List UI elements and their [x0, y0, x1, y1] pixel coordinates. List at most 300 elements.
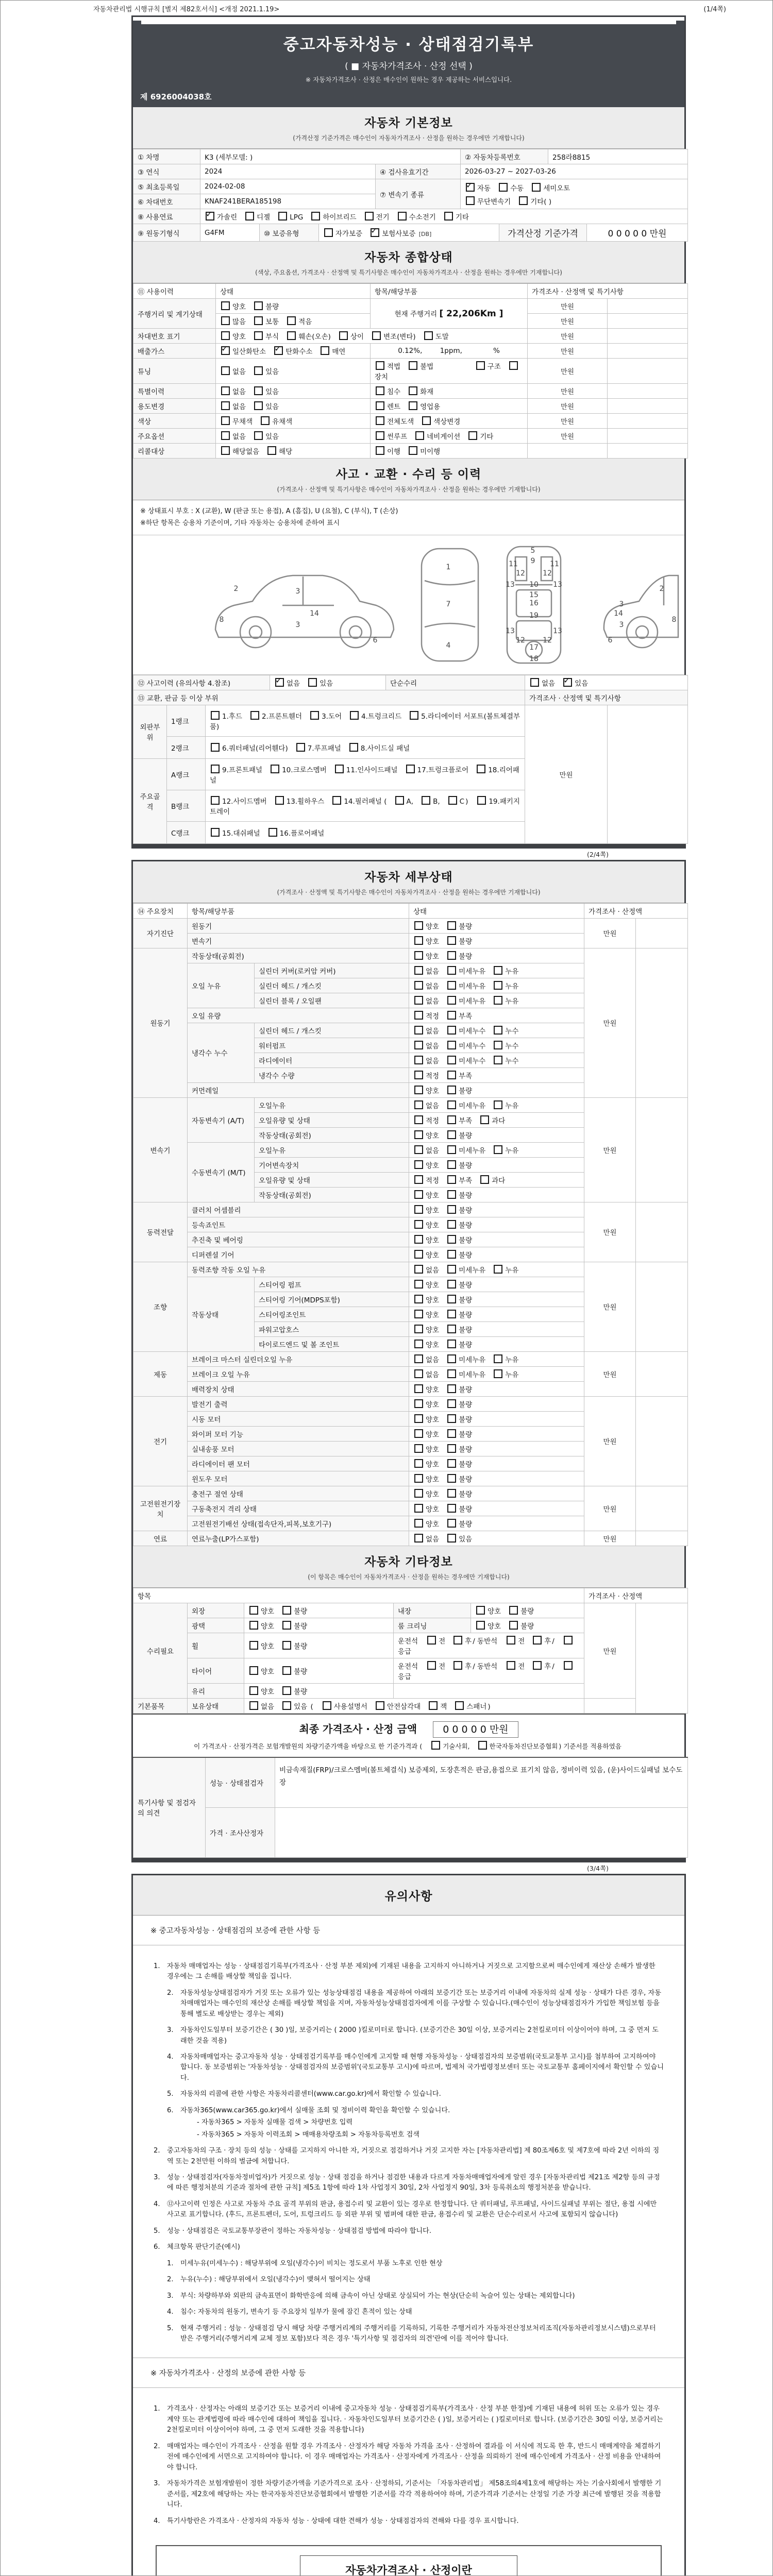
checkbox[interactable] [349, 743, 358, 752]
checkbox[interactable] [477, 765, 485, 773]
checkbox[interactable] [221, 431, 230, 440]
checkbox[interactable] [447, 921, 456, 930]
sub-group-label: 작동상태 [188, 1277, 255, 1351]
checkbox[interactable] [564, 1661, 573, 1670]
checkbox[interactable] [455, 1701, 464, 1710]
checkbox[interactable] [211, 828, 220, 837]
checkbox[interactable] [414, 1295, 423, 1303]
checkbox[interactable] [211, 765, 220, 773]
checkbox-label: 10.크로스멤버 [282, 766, 327, 774]
checkbox[interactable] [221, 316, 230, 325]
checkbox[interactable] [221, 366, 230, 375]
checkbox[interactable] [282, 1686, 291, 1695]
price-cell: 만원 [584, 948, 636, 1097]
checkbox[interactable] [447, 1086, 456, 1094]
checkbox-label: 없음 [426, 997, 440, 1006]
checkbox[interactable] [249, 1701, 258, 1710]
part-number: 11 [550, 560, 559, 568]
checkbox[interactable] [424, 331, 433, 340]
part-number: 6 [373, 636, 378, 645]
checkbox[interactable] [278, 212, 287, 221]
checkbox[interactable] [414, 1280, 423, 1289]
checkbox-label: 한국자동차진단보증협회 [489, 1742, 558, 1750]
checkbox[interactable] [287, 331, 296, 340]
checkbox[interactable] [414, 1325, 423, 1333]
checkbox[interactable] [211, 796, 220, 805]
checkbox-label: 양호 [488, 1607, 501, 1616]
checkbox[interactable] [447, 1325, 456, 1333]
checkbox[interactable] [494, 1354, 502, 1363]
detail-table [133, 903, 688, 1546]
checkbox[interactable] [350, 711, 359, 720]
checkbox[interactable] [287, 316, 296, 325]
price-cell: 만원 [525, 705, 608, 843]
checkbox[interactable] [530, 678, 539, 687]
notice-item-number: 3. [154, 2480, 160, 2488]
remark-cell [608, 299, 688, 314]
checkbox[interactable] [254, 301, 263, 310]
checkbox[interactable] [447, 1100, 456, 1109]
device-group-label: 제동 [133, 1351, 188, 1396]
checkbox[interactable] [447, 1384, 456, 1393]
notice-item-number: 5. [154, 2227, 160, 2235]
checkbox[interactable] [414, 1026, 423, 1035]
checkbox[interactable] [414, 1235, 423, 1244]
color-kind [371, 414, 528, 429]
checkbox[interactable] [250, 711, 259, 720]
checkbox[interactable] [376, 431, 384, 440]
checkbox[interactable] [211, 743, 220, 752]
checkbox[interactable] [429, 1701, 438, 1710]
checkbox[interactable] [414, 1519, 423, 1528]
checkbox[interactable] [447, 1354, 456, 1363]
checkbox[interactable] [254, 386, 263, 395]
checkbox-label: 자가보증 [335, 229, 363, 238]
item-label: 등속죠인트 [188, 1217, 409, 1232]
checkbox[interactable] [447, 1041, 456, 1049]
checkbox-label: 적정 [426, 1012, 440, 1021]
notice-item-text: 미세누유(미세누수) : 해당부위에 오일(냉각수)이 비치는 정도로서 부품 노후로 인한 현상 [180, 2259, 443, 2267]
checkbox[interactable] [414, 1474, 423, 1483]
checkbox[interactable] [447, 1310, 456, 1318]
checkbox[interactable] [311, 212, 320, 221]
checkbox[interactable] [447, 1489, 456, 1498]
panel-group-label: 주요골격 [133, 758, 167, 843]
checkbox-label: 양호 [426, 1161, 440, 1170]
exterior-label: 외장 [188, 1603, 244, 1618]
table-row [133, 1396, 688, 1411]
checkbox-label: 화재 [420, 388, 434, 396]
text: ) 기준서를 적용하였음 [559, 1742, 621, 1750]
checkbox-label: 미세누유 [459, 982, 486, 991]
checkbox[interactable] [414, 1130, 423, 1139]
checkbox[interactable] [414, 1086, 423, 1094]
cleaning-state [471, 1618, 584, 1633]
checkbox-label: 이행 [387, 448, 401, 456]
checkbox[interactable] [476, 1621, 485, 1630]
checkbox[interactable] [282, 1666, 291, 1675]
checkbox[interactable] [271, 765, 279, 773]
checkbox[interactable] [447, 1145, 456, 1154]
checkbox[interactable] [468, 431, 477, 440]
state-options [409, 1082, 584, 1097]
checkbox[interactable] [414, 951, 423, 960]
checkbox[interactable] [444, 212, 453, 221]
mileage-label: 주행거리 및 계기상태 [133, 299, 216, 329]
checkbox[interactable] [414, 921, 423, 930]
checkbox[interactable] [477, 796, 486, 805]
checkbox[interactable] [494, 1265, 502, 1274]
checkbox[interactable] [414, 1504, 423, 1513]
checkbox[interactable] [414, 1100, 423, 1109]
checkbox[interactable] [509, 1606, 518, 1615]
checkbox[interactable] [509, 361, 518, 370]
checkbox[interactable] [447, 1175, 456, 1184]
checkbox[interactable] [533, 1636, 542, 1645]
checkbox[interactable] [499, 183, 508, 192]
table-row [133, 344, 688, 359]
checkbox[interactable] [324, 228, 333, 237]
checkbox[interactable] [249, 1621, 258, 1630]
checkbox[interactable] [414, 1369, 423, 1378]
checkbox[interactable] [447, 1399, 456, 1408]
checkbox[interactable] [494, 996, 502, 1005]
checkbox[interactable] [282, 1701, 291, 1710]
checkbox-label: 기타( ) [530, 197, 552, 206]
tire-label: 타이어 [188, 1658, 244, 1683]
checkbox[interactable] [447, 951, 456, 960]
checkbox[interactable] [414, 1444, 423, 1453]
checkbox-label: 양호 [426, 1490, 440, 1499]
checkbox[interactable] [447, 1190, 456, 1199]
checkbox[interactable] [221, 446, 230, 455]
checkbox-label: 양호 [426, 1087, 440, 1095]
checkbox[interactable] [249, 1606, 258, 1615]
checkbox[interactable] [414, 1145, 423, 1154]
transmission-label: ⑦ 변속기 종류 [376, 179, 461, 209]
checkbox[interactable] [447, 1414, 456, 1423]
checkbox[interactable] [409, 446, 417, 455]
checkbox[interactable] [414, 966, 423, 975]
checkbox[interactable] [282, 1621, 291, 1630]
checkbox[interactable] [376, 446, 384, 455]
checkbox[interactable] [447, 1071, 456, 1079]
checkbox[interactable] [480, 1175, 489, 1184]
checkbox[interactable] [447, 996, 456, 1005]
checkbox[interactable] [447, 1026, 456, 1035]
checkbox[interactable] [414, 1071, 423, 1079]
part-number: 13 [553, 580, 562, 589]
checkbox[interactable] [414, 1205, 423, 1214]
checkbox[interactable] [447, 1340, 456, 1348]
notice-item-number: 5. [167, 2090, 174, 2098]
checkbox[interactable] [414, 1340, 423, 1348]
checkbox[interactable] [254, 401, 263, 410]
checkbox[interactable] [476, 361, 485, 370]
checkbox[interactable] [447, 1474, 456, 1483]
checkbox[interactable] [275, 796, 284, 805]
checkbox[interactable] [267, 446, 276, 455]
checkbox[interactable] [296, 743, 305, 752]
checkbox[interactable] [453, 1661, 462, 1670]
item-label: 스티어링 기어(MDPS포함) [255, 1292, 409, 1307]
checkbox[interactable] [494, 1026, 502, 1035]
checkbox[interactable] [414, 1190, 423, 1199]
checkbox[interactable] [414, 1175, 423, 1184]
checkbox[interactable] [507, 1661, 515, 1670]
checkbox[interactable] [447, 1130, 456, 1139]
checkbox[interactable] [447, 1205, 456, 1214]
checkbox[interactable] [414, 1414, 423, 1423]
checkbox[interactable] [427, 1636, 436, 1645]
checkbox[interactable] [414, 1310, 423, 1318]
checkbox[interactable] [321, 346, 329, 355]
appraiser-label: 가격 · 조사산정자 [206, 1807, 275, 1857]
checkbox-label: 해당 [279, 448, 293, 456]
checkbox[interactable] [414, 1384, 423, 1393]
checkbox[interactable] [221, 386, 230, 395]
checkbox-label: 부족 [459, 1176, 473, 1185]
notice-item-text: 가격조사 · 산정자는 아래의 보증기간 또는 보증거리 이내에 중고자동차 성능 · 상태점검기록부(가격조사 · 산정 부분 한정)에 기재된 내용에 허위 또는 오류가 있는 경우 계약 또는 관계법령에 따라 매수인에 대하여 책임을 집니다. · 자동차인도일부터 보증기간은 ( )일, 보증거리는 ( )킬로미터로 합니다. (보증기간은 30일 이상, 보증거리는 2천킬로미터 이상이어야 하며, 그 중 먼저 도래한 것을 적용합니다) [167, 2405, 663, 2434]
form-reference-row [1, 1, 772, 15]
checkbox[interactable] [249, 1641, 258, 1650]
part-number: 11 [509, 560, 518, 568]
checkbox[interactable] [480, 1115, 489, 1124]
checkbox-label: 양호 [426, 1221, 440, 1230]
checkbox[interactable] [414, 1429, 423, 1438]
checkbox-label: 누수 [505, 1057, 519, 1065]
panel-items [206, 758, 525, 790]
checkbox[interactable] [427, 1661, 436, 1670]
checkbox[interactable] [494, 966, 502, 975]
page-marker-1: (1/4쪽) [703, 6, 726, 13]
price-cell: 만원 [528, 299, 608, 314]
checkbox[interactable] [494, 1145, 502, 1154]
checkbox[interactable] [447, 1115, 456, 1124]
checkbox[interactable] [414, 981, 423, 990]
checkbox[interactable] [410, 711, 418, 720]
checkbox[interactable] [414, 1489, 423, 1498]
checkbox[interactable] [398, 212, 407, 221]
checkbox[interactable] [447, 1265, 456, 1274]
checkbox[interactable] [414, 1250, 423, 1259]
checkbox[interactable] [409, 361, 417, 370]
checkbox[interactable] [447, 1534, 456, 1543]
checkbox[interactable] [447, 1519, 456, 1528]
checkbox[interactable] [414, 1265, 423, 1274]
checkbox[interactable] [414, 1011, 423, 1020]
checkbox[interactable] [245, 212, 254, 221]
checkbox[interactable] [447, 1160, 456, 1169]
checkbox[interactable] [372, 331, 381, 340]
checkbox[interactable] [494, 1100, 502, 1109]
checkbox[interactable] [494, 1056, 502, 1064]
checkbox[interactable] [395, 796, 404, 805]
checkbox[interactable] [254, 366, 263, 375]
first-reg-label: ⑤ 최초등록일 [133, 179, 200, 194]
checkbox[interactable] [447, 981, 456, 990]
checkbox[interactable] [478, 1741, 487, 1750]
checkbox[interactable] [415, 431, 424, 440]
notice-item-number: 4. [154, 2517, 160, 2525]
checkbox[interactable] [447, 1220, 456, 1229]
checkbox[interactable] [414, 1056, 423, 1064]
checkbox[interactable] [254, 331, 263, 340]
usage-options [216, 399, 371, 414]
checkbox-label: 있음 [320, 679, 333, 688]
checkbox[interactable] [422, 796, 430, 805]
checkbox[interactable] [409, 386, 417, 395]
remark-cell [636, 1262, 688, 1351]
checkbox[interactable] [414, 1399, 423, 1408]
checkbox[interactable] [447, 966, 456, 975]
checkbox-label: 없음 [426, 982, 440, 991]
checkbox-label: 누유 [505, 1355, 519, 1364]
checkbox[interactable] [221, 346, 230, 355]
checkbox[interactable] [371, 228, 379, 237]
checkbox[interactable] [447, 1369, 456, 1378]
checkbox[interactable] [447, 936, 456, 945]
checkbox[interactable] [376, 1701, 384, 1710]
checkbox[interactable] [448, 796, 457, 805]
checkbox[interactable] [282, 1606, 291, 1615]
checkbox[interactable] [447, 1280, 456, 1289]
checkbox[interactable] [221, 331, 230, 340]
checkbox-label: 미세누유 [459, 1266, 486, 1275]
checkbox[interactable] [414, 936, 423, 945]
tuning-options [216, 359, 371, 384]
vin-mark-options [216, 329, 528, 344]
checkbox[interactable] [447, 1444, 456, 1453]
checkbox[interactable] [422, 416, 431, 425]
checkbox[interactable] [414, 1534, 423, 1543]
col-item: 항목/해당부품 [188, 903, 409, 918]
checkbox[interactable] [414, 1459, 423, 1468]
checkbox[interactable] [447, 1504, 456, 1513]
checkbox[interactable] [221, 301, 230, 310]
checkbox[interactable] [376, 361, 384, 370]
checkbox[interactable] [308, 678, 317, 687]
checkbox[interactable] [494, 1041, 502, 1049]
checkbox[interactable] [268, 828, 277, 837]
checkbox-label: 있음 [459, 1535, 473, 1544]
checkbox[interactable] [249, 1666, 258, 1675]
checkbox[interactable] [376, 401, 384, 410]
checkbox[interactable] [453, 1636, 462, 1645]
checkbox[interactable] [476, 1606, 485, 1615]
checkbox[interactable] [494, 1369, 502, 1378]
part-number: 9 [530, 556, 535, 565]
notice-list [133, 1945, 684, 2358]
checkbox[interactable] [447, 1056, 456, 1064]
checkbox[interactable] [519, 196, 528, 205]
checkbox[interactable] [406, 765, 415, 773]
part-number: 12 [543, 636, 552, 645]
text: 운전석 [398, 1637, 418, 1646]
text: ( [308, 1702, 313, 1711]
checkbox[interactable] [414, 996, 423, 1005]
checkbox[interactable] [447, 1429, 456, 1438]
color-options [216, 414, 371, 429]
item-label: 작동상태(공회전) [255, 1187, 409, 1202]
notice-item [154, 1961, 664, 1982]
checkbox-label: 수동 [510, 184, 524, 193]
checkbox[interactable] [533, 1661, 542, 1670]
checkbox[interactable] [466, 183, 475, 192]
checkbox[interactable] [507, 1636, 515, 1645]
checkbox[interactable] [447, 1011, 456, 1020]
checkbox[interactable] [414, 1354, 423, 1363]
notice-item-text: - 자동차365 > 자동차 이력조회 > 매매용차량조회 > 자동차등록번호 검색 [197, 2130, 420, 2139]
checkbox[interactable] [414, 1220, 423, 1229]
checkbox[interactable] [211, 711, 220, 720]
checkbox[interactable] [335, 765, 344, 773]
record-block-1 [131, 15, 686, 849]
checkbox[interactable] [376, 386, 384, 395]
checkbox[interactable] [409, 401, 417, 410]
reg-no-label: ② 자동차등록번호 [461, 149, 548, 164]
checkbox[interactable] [466, 196, 475, 205]
checkbox[interactable] [332, 796, 341, 805]
checkbox[interactable] [310, 711, 319, 720]
checkbox[interactable] [563, 678, 572, 687]
checkbox[interactable] [564, 1636, 573, 1645]
notice-item-text: 자동차가격은 보험개발원이 정한 차량기준가액을 기준가격으로 조사 · 산정하되, 기준서는 「자동차관리법」 제58조의4제1호에 해당하는 자는 기술사회에서 발행한 기준서를, 제2호에 해당하는 자는 한국자동차진단보증협회에서 발행한 기준서를 각각 적용하여야 하며, 기준가격과 기준서는 산정일 기준 가장 최근에 발행된 것을 적용합니다. [167, 2480, 662, 2509]
checkbox[interactable] [282, 1641, 291, 1650]
checkbox[interactable] [414, 1115, 423, 1124]
checkbox-label: 양호 [426, 1520, 440, 1529]
appraiser-text [275, 1807, 688, 1857]
checkbox[interactable] [206, 212, 214, 221]
checkbox[interactable] [261, 416, 270, 425]
engine-value: G4FM [200, 224, 260, 242]
checkbox[interactable] [532, 183, 541, 192]
interior-label: 내장 [394, 1603, 471, 1618]
checkbox[interactable] [323, 1701, 331, 1710]
checkbox[interactable] [376, 416, 384, 425]
checkbox[interactable] [221, 401, 230, 410]
checkbox[interactable] [414, 1160, 423, 1169]
part-number: 13 [553, 626, 562, 635]
checkbox[interactable] [494, 981, 502, 990]
vin-label: ⑥ 차대번호 [133, 194, 200, 209]
checkbox[interactable] [249, 1686, 258, 1695]
checkbox[interactable] [431, 1741, 440, 1750]
checkbox[interactable] [414, 1041, 423, 1049]
notice-item-number: 6. [154, 2243, 160, 2251]
usage-label: 용도변경 [133, 399, 216, 414]
checkbox[interactable] [221, 416, 230, 425]
checkbox[interactable] [447, 1295, 456, 1303]
notice-item [154, 2226, 664, 2236]
checkbox[interactable] [254, 431, 263, 440]
checkbox[interactable] [447, 1250, 456, 1259]
checkbox[interactable] [447, 1235, 456, 1244]
checkbox[interactable] [339, 331, 348, 340]
glass-label: 유리 [188, 1683, 244, 1698]
price-cell: 만원 [528, 429, 608, 444]
notice-item-number: 2. [167, 1989, 174, 1997]
item-label: 추진축 및 베어링 [188, 1232, 409, 1247]
checkbox[interactable] [254, 316, 263, 325]
checkbox[interactable] [275, 678, 284, 687]
interior-state [471, 1603, 584, 1618]
checkbox[interactable] [447, 1459, 456, 1468]
checkbox[interactable] [274, 346, 283, 355]
checkbox[interactable] [509, 1621, 518, 1630]
checkbox[interactable] [365, 212, 374, 221]
notice-item-text: 중고자동차의 구조 · 장치 등의 성능 · 상태를 고지하지 아니한 자, 거짓으로 점검하거나 거짓 고지한 자는 [자동차관리법] 제 80조제6호 및 제7호에 따라 2년 이하의 징역 또는 2천만원 이하의 벌금에 처합니다. [167, 2147, 660, 2165]
